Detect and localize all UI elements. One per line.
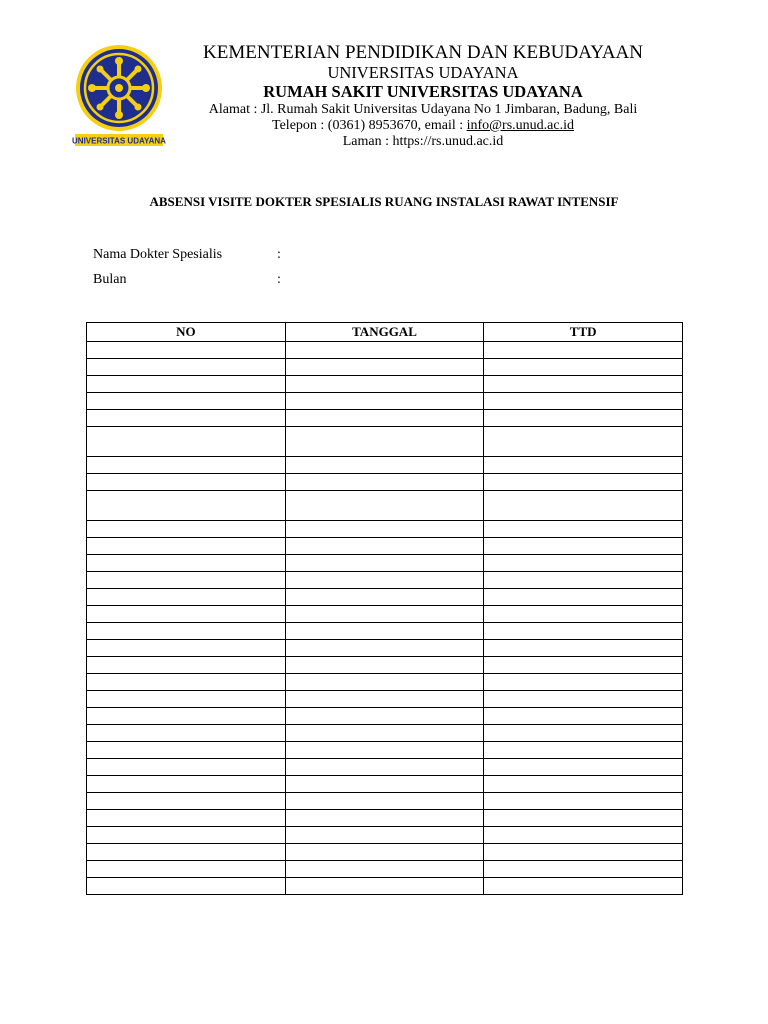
cell-no[interactable] [87, 623, 286, 640]
cell-tanggal[interactable] [285, 457, 484, 474]
logo-caption: UNIVERSITAS UDAYANA [72, 136, 166, 146]
cell-no[interactable] [87, 521, 286, 538]
cell-no[interactable] [87, 725, 286, 742]
cell-tanggal[interactable] [285, 572, 484, 589]
cell-ttd[interactable] [484, 572, 683, 589]
cell-no[interactable] [87, 691, 286, 708]
phone-text: Telepon : (0361) 8953670, email : [272, 117, 467, 133]
field-month [93, 272, 281, 288]
cell-no[interactable] [87, 359, 286, 376]
document-title: ABSENSI VISITE DOKTER SPESIALIS RUANG INSTALASI RAWAT INTENSIF [149, 194, 619, 209]
cell-ttd[interactable] [484, 640, 683, 657]
table-row [87, 793, 683, 810]
cell-tanggal[interactable] [285, 708, 484, 725]
cell-tanggal[interactable] [285, 827, 484, 844]
field-label: Nama Dokter Spesialis [93, 247, 223, 262]
header-ttd: TTD [484, 323, 683, 342]
cell-ttd[interactable] [484, 861, 683, 878]
table-row [87, 474, 683, 491]
cell-ttd[interactable] [484, 521, 683, 538]
table-row [87, 708, 683, 725]
cell-no[interactable] [87, 589, 286, 606]
email-link[interactable]: info@rs.unud.ac.id [466, 117, 574, 133]
cell-tanggal[interactable] [285, 521, 484, 538]
cell-ttd[interactable] [484, 538, 683, 555]
cell-ttd[interactable] [484, 776, 683, 793]
contact-line [170, 118, 676, 134]
cell-tanggal[interactable] [285, 844, 484, 861]
cell-ttd[interactable] [484, 376, 683, 393]
field-doctor-name [93, 247, 281, 263]
university-name: UNIVERSITAS UDAYANA [327, 62, 519, 82]
address-line: Alamat : Jl. Rumah Sakit Universitas Udayana No 1 Jimbaran, Badung, Bali [208, 101, 638, 117]
cell-no[interactable] [87, 457, 286, 474]
cell-tanggal[interactable] [285, 742, 484, 759]
cell-no[interactable] [87, 861, 286, 878]
cell-no[interactable] [87, 572, 286, 589]
cell-tanggal[interactable] [285, 491, 484, 521]
cell-no[interactable] [87, 878, 286, 895]
cell-tanggal[interactable] [285, 410, 484, 427]
table-row [87, 589, 683, 606]
cell-tanggal[interactable] [285, 878, 484, 895]
table-row [87, 572, 683, 589]
ministry-name: KEMENTERIAN PENDIDIKAN DAN KEBUDAYAAN [203, 42, 643, 63]
table-row [87, 521, 683, 538]
letterhead [170, 42, 676, 150]
cell-ttd[interactable] [484, 844, 683, 861]
cell-tanggal[interactable] [285, 691, 484, 708]
cell-tanggal[interactable] [285, 725, 484, 742]
cell-tanggal[interactable] [285, 376, 484, 393]
table-row [87, 827, 683, 844]
cell-no[interactable] [87, 810, 286, 827]
table-row [87, 491, 683, 521]
cell-ttd[interactable] [484, 410, 683, 427]
field-separator: : [277, 247, 281, 262]
cell-ttd[interactable] [484, 457, 683, 474]
cell-ttd[interactable] [484, 555, 683, 572]
cell-ttd[interactable] [484, 708, 683, 725]
cell-tanggal[interactable] [285, 759, 484, 776]
cell-no[interactable] [87, 538, 286, 555]
cell-no[interactable] [87, 759, 286, 776]
table-row [87, 674, 683, 691]
cell-tanggal[interactable] [285, 359, 484, 376]
cell-tanggal[interactable] [285, 427, 484, 457]
cell-no[interactable] [87, 393, 286, 410]
table-row [87, 623, 683, 640]
cell-tanggal[interactable] [285, 555, 484, 572]
table-row [87, 342, 683, 359]
cell-no[interactable] [87, 793, 286, 810]
cell-no[interactable] [87, 342, 286, 359]
cell-tanggal[interactable] [285, 674, 484, 691]
cell-no[interactable] [87, 606, 286, 623]
cell-tanggal[interactable] [285, 657, 484, 674]
table-row [87, 427, 683, 457]
cell-ttd[interactable] [484, 657, 683, 674]
cell-ttd[interactable] [484, 810, 683, 827]
cell-ttd[interactable] [484, 359, 683, 376]
cell-ttd[interactable] [484, 878, 683, 895]
cell-ttd[interactable] [484, 589, 683, 606]
cell-ttd[interactable] [484, 759, 683, 776]
table-row [87, 457, 683, 474]
cell-no[interactable] [87, 491, 286, 521]
cell-ttd[interactable] [484, 474, 683, 491]
table-row [87, 538, 683, 555]
cell-no[interactable] [87, 827, 286, 844]
cell-tanggal[interactable] [285, 606, 484, 623]
cell-ttd[interactable] [484, 623, 683, 640]
cell-tanggal[interactable] [285, 623, 484, 640]
field-label: Bulan [93, 272, 127, 287]
table-row [87, 810, 683, 827]
cell-no[interactable] [87, 410, 286, 427]
cell-no[interactable] [87, 474, 286, 491]
header-tanggal: TANGGAL [285, 323, 484, 342]
cell-ttd[interactable] [484, 674, 683, 691]
table-row [87, 606, 683, 623]
cell-tanggal[interactable] [285, 640, 484, 657]
cell-no[interactable] [87, 376, 286, 393]
table-row [87, 742, 683, 759]
cell-tanggal[interactable] [285, 393, 484, 410]
cell-no[interactable] [87, 708, 286, 725]
table-row [87, 844, 683, 861]
field-separator: : [277, 272, 281, 287]
cell-ttd[interactable] [484, 691, 683, 708]
attendance-table [86, 322, 683, 895]
table-row [87, 657, 683, 674]
cell-no[interactable] [87, 640, 286, 657]
cell-tanggal[interactable] [285, 474, 484, 491]
cell-tanggal[interactable] [285, 538, 484, 555]
cell-tanggal[interactable] [285, 810, 484, 827]
hospital-name: RUMAH SAKIT UNIVERSITAS UDAYANA [263, 81, 583, 101]
cell-tanggal[interactable] [285, 861, 484, 878]
table-row [87, 759, 683, 776]
cell-no[interactable] [87, 657, 286, 674]
table-row [87, 691, 683, 708]
cell-no[interactable] [87, 427, 286, 457]
cell-ttd[interactable] [484, 725, 683, 742]
cell-no[interactable] [87, 776, 286, 793]
table-row [87, 410, 683, 427]
cell-no[interactable] [87, 742, 286, 759]
table-row [87, 640, 683, 657]
cell-no[interactable] [87, 674, 286, 691]
university-logo [72, 44, 166, 148]
cell-ttd[interactable] [484, 393, 683, 410]
cell-ttd[interactable] [484, 491, 683, 521]
website-line: Laman : https://rs.unud.ac.id [342, 133, 504, 149]
table-row [87, 393, 683, 410]
cell-tanggal[interactable] [285, 776, 484, 793]
cell-ttd[interactable] [484, 793, 683, 810]
cell-ttd[interactable] [484, 606, 683, 623]
table-row [87, 725, 683, 742]
cell-tanggal[interactable] [285, 589, 484, 606]
cell-tanggal[interactable] [285, 342, 484, 359]
table-row [87, 359, 683, 376]
cell-ttd[interactable] [484, 342, 683, 359]
table-row [87, 861, 683, 878]
table-row [87, 376, 683, 393]
table-header-row [87, 323, 683, 342]
header-no: NO [87, 323, 286, 342]
cell-ttd[interactable] [484, 742, 683, 759]
cell-no[interactable] [87, 555, 286, 572]
cell-no[interactable] [87, 844, 286, 861]
table-row [87, 878, 683, 895]
cell-ttd[interactable] [484, 827, 683, 844]
cell-ttd[interactable] [484, 427, 683, 457]
table-row [87, 555, 683, 572]
cell-tanggal[interactable] [285, 793, 484, 810]
table-row [87, 776, 683, 793]
university-seal-icon [72, 44, 166, 148]
